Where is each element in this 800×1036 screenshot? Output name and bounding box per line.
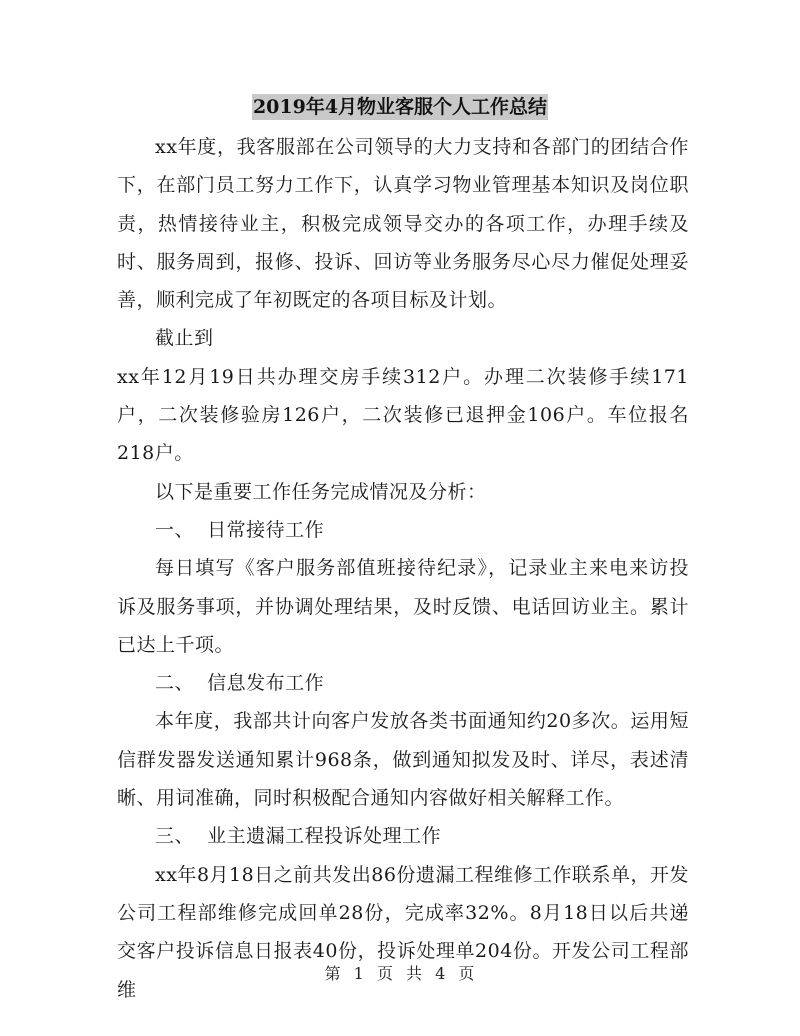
page-footer (0, 961, 800, 984)
title-container (0, 94, 800, 122)
info-release-paragraph: 本年度，我部共计向客户发放各类书面通知约20多次。运用短信群发器发送通知累计968条，做到通知拟发及时、详尽，表述清晰、用词准确，同时积极配合通知内容做好相关解释工作。 (117, 710, 689, 810)
intro-paragraph: xx年度，我客服部在公司领导的大力支持和各部门的团结合作下，在部门员工努力工作下，认真学习物业管理基本知识及岗位职责，热情接待业主，积极完成领导交办的各项工作，办理手续及时、服务周到，报修、投诉、回访等业务服务尽心尽力催促处理妥善，顺利完成了年初既定的各项目标及计划。 (117, 136, 689, 312)
complaints-paragraph: xx年8月18日之前共发出86份遗漏工程维修工作联系单，开发公司工程部维修完成回单28份，完成率32%。8月18日以后共递交客户投诉信息日报表40份，投诉处理单204份。开发公司工程部维 (117, 863, 689, 1001)
section-heading-reception: 一、 日常接待工作 (155, 518, 325, 541)
section-heading-info-release: 二、 信息发布工作 (155, 672, 325, 695)
deadline-paragraph: 截止到 (155, 327, 214, 350)
page-number-label: 第 1 页 共 4 页 (324, 964, 476, 983)
section-heading-complaints: 三、 业主遗漏工程投诉处理工作 (155, 825, 442, 848)
summary-intro-paragraph: 以下是重要工作任务完成情况及分析： (155, 480, 487, 503)
document-title: 2019年4月物业客服个人工作总结 (252, 96, 548, 118)
reception-paragraph: 每日填写《客户服务部值班接待纪录》，记录业主来电来访投诉及服务事项，并协调处理结果，及时反馈、电话回访业主。累计已达上千项。 (117, 557, 689, 656)
statistics-paragraph: xx年12月19日共办理交房手续312户。办理二次装修手续171户，二次装修验房126户，二次装修已退押金106户。车位报名218户。 (117, 365, 689, 465)
document-body (117, 128, 689, 1009)
